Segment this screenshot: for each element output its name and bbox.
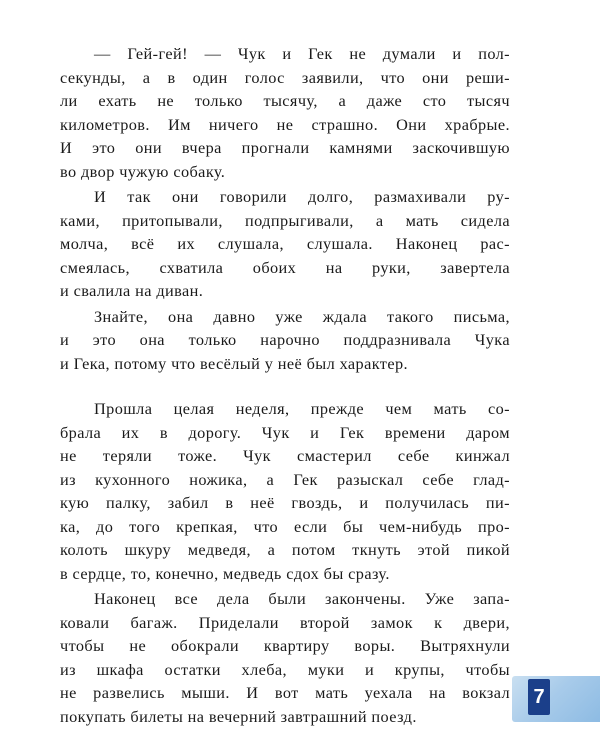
text-line: ковали багаж. Приделали второй замок к двери, (60, 612, 510, 632)
text-line: не развелись мыши. И вот мать уехала на вокзал (60, 683, 510, 702)
paragraph-4 (60, 397, 510, 585)
page-text (60, 42, 510, 728)
text-line: ка, до того крепкая, что если бы чем-нибудь про- (60, 516, 510, 536)
text-line: И это они вчера прогнали камнями заскочившую (60, 138, 510, 157)
text-line: — Гей-гей! — Чук и Гек не думали и пол- (94, 44, 510, 63)
text-line: брала их в дорогу. Чук и Гек времени даром (60, 422, 510, 442)
text-line: и Гека, потому что весёлый у неё был характер. (60, 353, 408, 373)
text-line: и это она только нарочно поддразнивала Чука (60, 330, 510, 349)
text-line: во двор чужую собаку. (60, 161, 226, 181)
text-line: покупать билеты на вечерний завтрашний поезд. (60, 706, 417, 726)
text-line: секунды, а в один голос заявили, что они реши- (60, 67, 510, 87)
text-line: Знайте, она давно уже ждала такого письма, (94, 306, 510, 326)
text-line: из кухонного ножика, а Гек разыскал себе глад- (60, 469, 510, 489)
text-line: молча, всё их слушала, слушала. Наконец рас- (60, 234, 510, 253)
paragraph-1 (60, 42, 510, 183)
page-number-tab (512, 676, 600, 722)
text-line: чтобы не обокрали квартиру воры. Вытряхнули (60, 636, 510, 655)
paragraph-5 (60, 587, 510, 728)
text-line: ками, притопывали, подпрыгивали, а мать сидела (60, 210, 510, 230)
text-line: И так они говорили долго, размахивали ру- (94, 187, 510, 206)
text-line: из шкафа остатки хлеба, муки и крупы, чтобы (60, 659, 510, 679)
text-line: и свалила на диван. (60, 281, 204, 300)
text-line: километров. Им ничего не страшно. Они храбрые. (60, 114, 510, 134)
text-line: колоть шкуру медведя, а потом ткнуть этой пикой (60, 540, 510, 559)
text-line: не теряли тоже. Чук смастерил себе кинжал (60, 446, 510, 465)
paragraph-3 (60, 305, 510, 376)
text-line: в сердце, то, конечно, медведь сдох бы сразу. (60, 563, 390, 583)
page-number: 7 (528, 679, 550, 715)
paragraph-2 (60, 185, 510, 303)
text-line: смеялась, схватила обоих на руки, завертела (60, 257, 510, 277)
text-line: ли ехать не только тысячу, а даже сто тысяч (60, 91, 510, 110)
text-line: Прошла целая неделя, прежде чем мать со- (94, 399, 510, 418)
text-line: Наконец все дела были закончены. Уже запа- (94, 589, 510, 608)
text-line: кую палку, забил в неё гвоздь, и получилась пи- (60, 493, 510, 512)
